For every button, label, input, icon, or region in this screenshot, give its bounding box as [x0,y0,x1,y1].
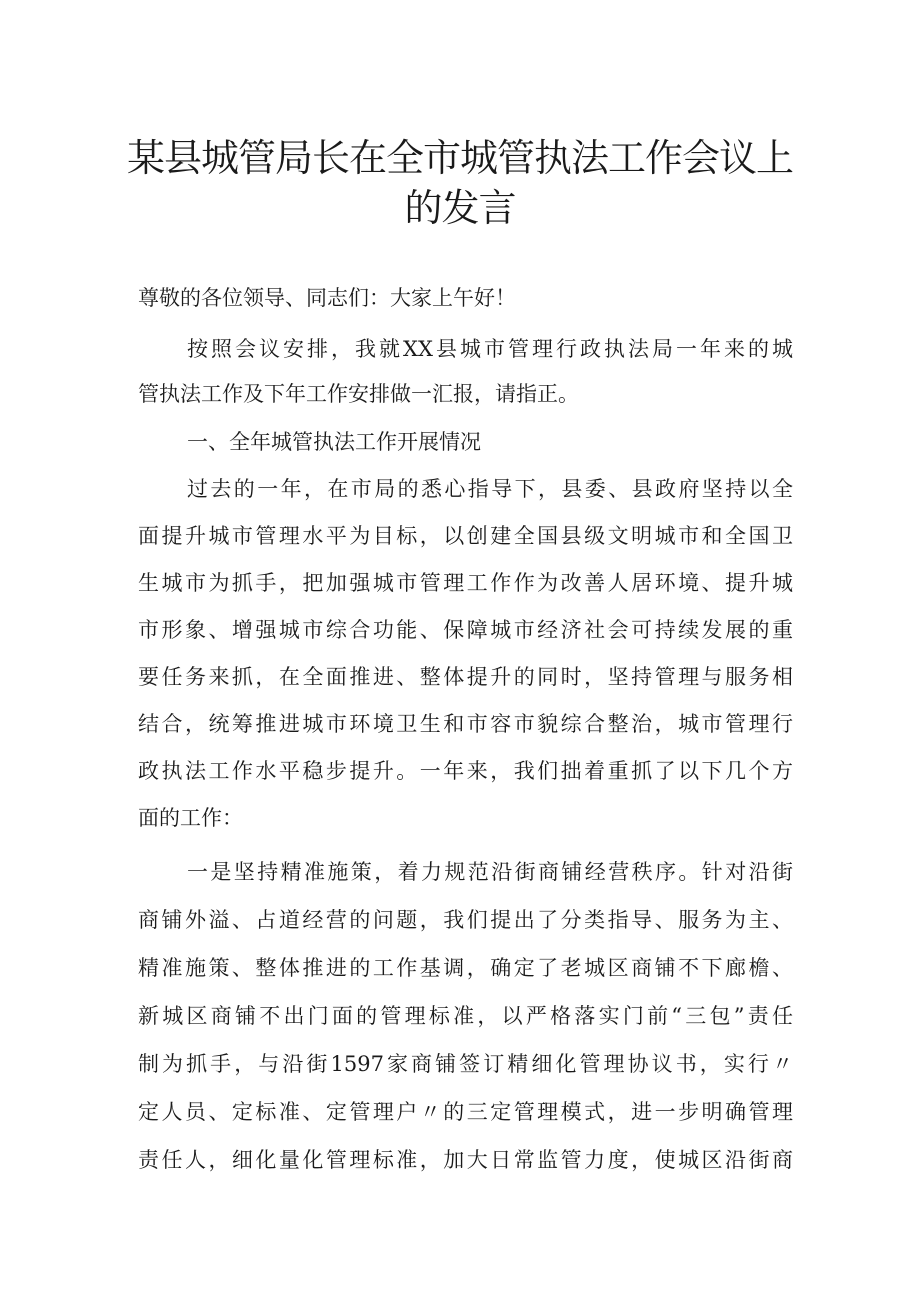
paragraph-line: 新城区商铺不出门面的管理标准，以严格落实门前“三包”责任 [138,1004,793,1028]
paragraph-line: 政执法工作水平稳步提升。一年来，我们拙着重抓了以下几个方 [138,759,793,783]
paragraph-line: 商铺外溢、占道经营的问题，我们提出了分类指导、服务为主、 [138,908,793,932]
paragraph-line: 生城市为抓手，把加强城市管理工作作为改善人居环境、提升城 [138,571,793,595]
paragraph-line: 管执法工作及下年工作安排做一汇报，请指正。 [138,382,579,406]
paragraph-line: 责任人，细化量化管理标准，加大日常监管力度，使城区沿街商 [138,1148,793,1172]
paragraph-line: 面提升城市管理水平为目标，以创建全国县级文明城市和全国卫 [138,524,793,548]
section-heading: 一、全年城管执法工作开展情况 [187,430,481,454]
paragraph-line: 制为抓手，与沿街1597家商铺签订精细化管理协议书，实行〃 [138,1052,793,1076]
paragraph-line: 市形象、增强城市综合功能、保障城市经济社会可持续发展的重 [138,618,793,642]
paragraph-line: 要任务来抓，在全面推进、整体提升的同时，坚持管理与服务相 [138,665,793,689]
paragraph-line: 面的工作： [138,806,243,830]
paragraph-line: 定人员、定标准、定管理户〃的三定管理模式，进一步明确管理 [138,1100,793,1124]
paragraph-line: 精准施策、整体推进的工作基调，确定了老城区商铺不下廊檐、 [138,956,793,980]
paragraph-line: 按照会议安排，我就XX县城市管理行政执法局一年来的城 [187,337,793,361]
paragraph-line: 一是坚持精准施策，着力规范沿街商铺经营秩序。针对沿街 [187,860,793,884]
paragraph-line: 过去的一年，在市局的悉心指导下，县委、县政府坚持以全 [187,477,793,501]
document-title-line-2: 的发言 [404,186,516,230]
document-title-line-1: 某县城管局长在全市城管执法工作会议上 [126,136,793,180]
salutation-line: 尊敬的各位领导、同志们：大家上午好！ [138,286,516,310]
paragraph-line: 结合，统筹推进城市环境卫生和市容市貌综合整治，城市管理行 [138,712,793,736]
